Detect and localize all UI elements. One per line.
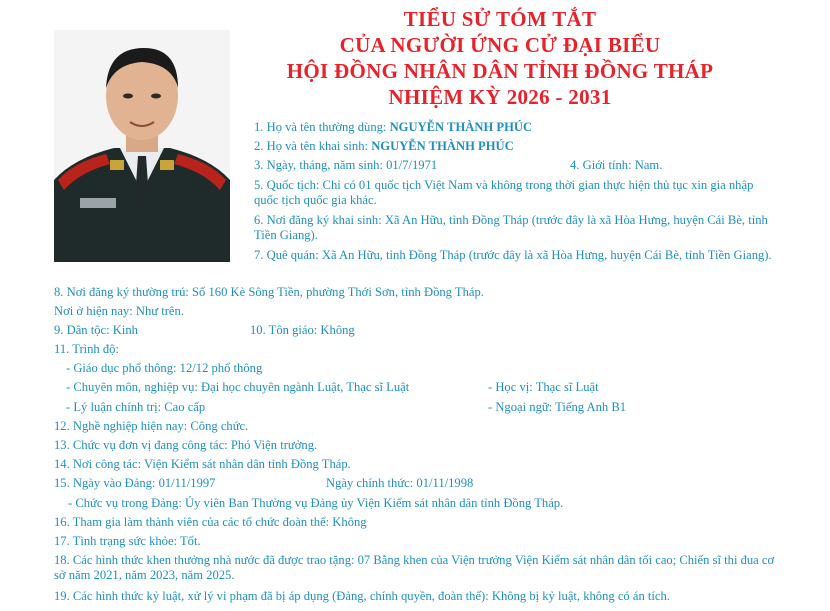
title-line-4: NHIỆM KỲ 2026 - 2031 <box>388 85 612 109</box>
field-label: 1. Họ và tên thường dùng: <box>254 120 390 134</box>
document-header <box>240 6 760 110</box>
field-birth-date: 3. Ngày, tháng, năm sinh: 01/7/1971 <box>254 158 438 172</box>
field-value: NGUYỄN THÀNH PHÚC <box>389 120 533 134</box>
field-party-join-date: 15. Ngày vào Đảng: 01/11/1997 <box>54 476 216 490</box>
field-health: 17. Tình trạng sức khỏe: Tốt. <box>54 534 201 548</box>
field-permanent-residence: 8. Nơi đăng ký thường trú: Số 160 Kè Sông Tiền, phường Thới Sơn, tỉnh Đồng Tháp. <box>54 285 484 299</box>
field-discipline: 19. Các hình thức kỷ luật, xử lý vi phạm đã bị áp dụng (Đảng, chính quyền, đoàn thể): Không bị kỷ luật, không có án tích. <box>54 589 670 603</box>
field-position: 13. Chức vụ đơn vị đang công tác: Phó Viện trưởng. <box>54 438 318 452</box>
field-gender: 4. Giới tính: Nam. <box>570 158 663 172</box>
portrait-icon <box>54 30 230 262</box>
title-line-3: HỘI ĐỒNG NHÂN DÂN TỈNH ĐỒNG THÁP <box>286 59 714 83</box>
field-label: 2. Họ và tên khai sinh: <box>254 139 372 153</box>
field-professional: - Chuyên môn, nghiệp vụ: Đại học chuyên ngành Luật, Thạc sĩ Luật <box>66 380 410 394</box>
field-hometown: 7. Quê quán: Xã An Hữu, tỉnh Đồng Tháp (trước đây là xã Hòa Hưng, huyện Cái Bè, tỉnh Tiền Giang). <box>254 248 772 262</box>
field-birth-registration: 6. Nơi đăng ký khai sinh: Xã An Hữu, tỉnh Đồng Tháp (trước đây là xã Hòa Hưng, huyện Cái Bè, tỉnh Tiền Giang). <box>254 213 768 242</box>
field-common-name <box>254 120 532 135</box>
field-workplace: 14. Nơi công tác: Viện Kiểm sát nhân dân tỉnh Đồng Tháp. <box>54 457 351 471</box>
portrait-photo <box>54 30 230 262</box>
field-awards: 18. Các hình thức khen thưởng nhà nước đã được trao tặng: 07 Bằng khen của Viện trưởng Viện Kiểm sát nhân dân tối cao; Chiến sĩ thi đua cơ sở năm 2021, năm 2023, năm 2025. <box>54 553 775 582</box>
field-nationality: 5. Quốc tịch: Chỉ có 01 quốc tịch Việt Nam và không trong thời gian thực hiện thủ tục xin gia nhập quốc tịch quốc gia khác. <box>254 178 754 207</box>
field-birth-name <box>254 139 514 154</box>
field-value: NGUYỄN THÀNH PHÚC <box>371 139 514 153</box>
field-occupation: 12. Nghề nghiệp hiện nay: Công chức. <box>54 419 249 433</box>
field-political-theory: - Lý luận chính trị: Cao cấp <box>66 400 206 414</box>
field-general-education: - Giáo dục phổ thông: 12/12 phổ thông <box>66 361 263 375</box>
field-foreign-language: - Ngoại ngữ: Tiếng Anh B1 <box>488 400 627 414</box>
field-organizations: 16. Tham gia làm thành viên của các tổ chức đoàn thể: Không <box>54 515 367 529</box>
field-education-heading: 11. Trình độ: <box>54 342 119 356</box>
title-line-2: CỦA NGƯỜI ỨNG CỬ ĐẠI BIỂU <box>339 33 661 57</box>
field-ethnicity: 9. Dân tộc: Kinh <box>54 323 138 337</box>
field-party-official-date: Ngày chính thức: 01/11/1998 <box>326 476 474 490</box>
field-current-residence: Nơi ở hiện nay: Như trên. <box>54 304 184 318</box>
title-line-1: TIỂU SỬ TÓM TẮT <box>403 7 597 31</box>
field-degree: - Học vị: Thạc sĩ Luật <box>488 380 599 394</box>
field-party-position: - Chức vụ trong Đảng: Ủy viên Ban Thường vụ Đảng ủy Viện Kiểm sát nhân dân tỉnh Đồng Tháp. <box>68 496 564 510</box>
field-religion: 10. Tôn giáo: Không <box>250 323 355 337</box>
